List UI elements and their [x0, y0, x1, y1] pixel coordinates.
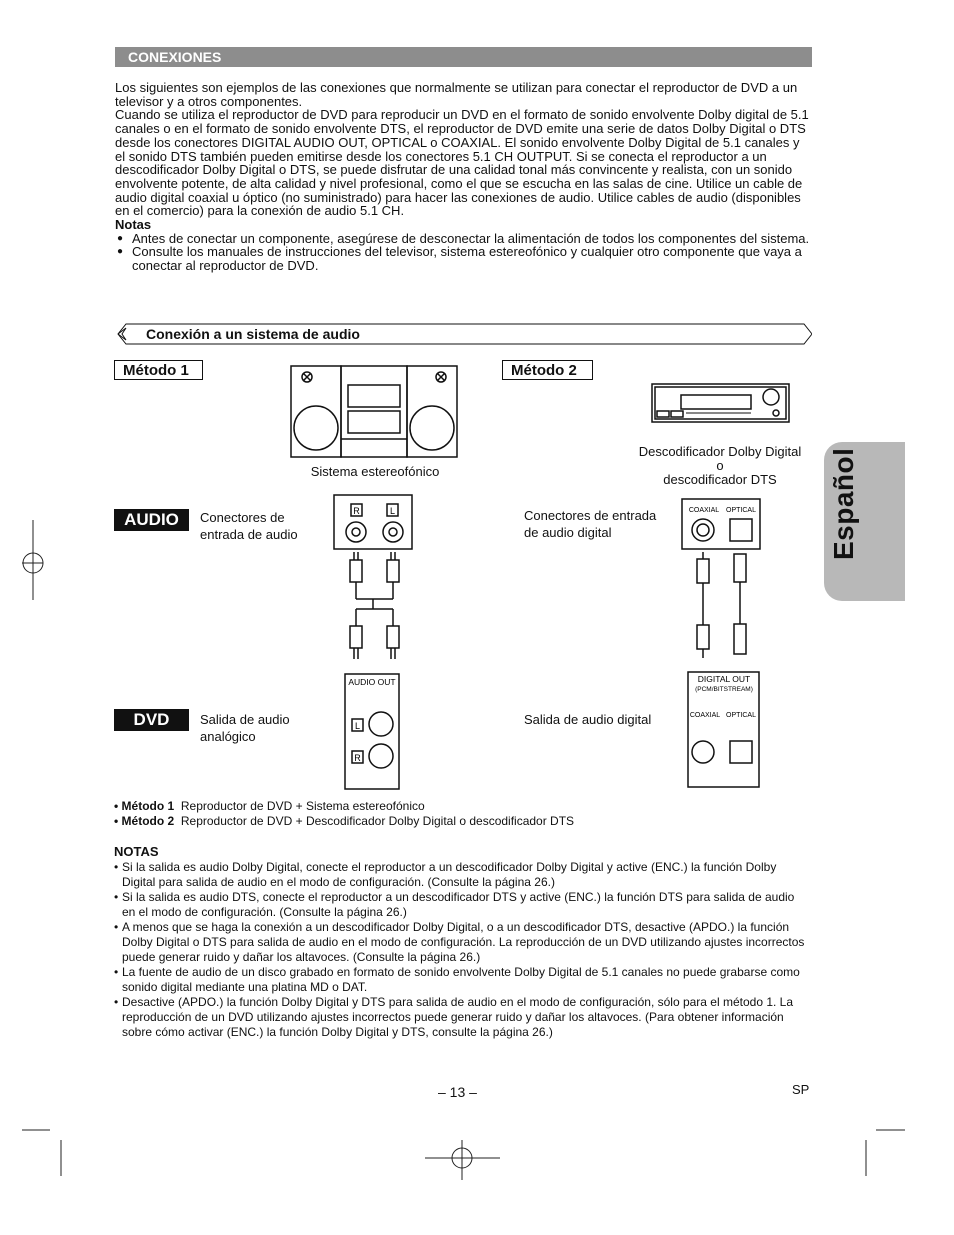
methods-legend [114, 799, 574, 829]
stereo-system-icon [290, 365, 458, 460]
notes-2-item: • Si la salida es audio DTS, conecte el reproductor a un descodificador DTS y active (ENC.) la función DTS para salida de audio en el modo de configuración. (Consulte la página 26.) [114, 890, 810, 920]
intro-text [115, 81, 812, 273]
note-item: ● Antes de conectar un componente, asegúrese de desconectar la alimentación de todos los componentes del sistema. [115, 232, 812, 246]
notes-2-item: • La fuente de audio de un disco grabado en formato de sonido envolvente Dolby Digital de 5.1 canales no puede grabarse como sonido digital mediante una platina MD o DAT. [114, 965, 810, 995]
digital-connection-diagram [680, 494, 765, 794]
analog-out-line-2: analógico [200, 729, 256, 744]
analog-connection-diagram [330, 494, 415, 794]
jack-r-label: R [353, 506, 360, 516]
audio-out-label: AUDIO OUT [348, 677, 396, 687]
note-item: ● Consulte los manuales de instrucciones del televisor, sistema estereofónico y cualquier otro componente que vaya a conectar al reproductor de DVD. [115, 245, 812, 272]
analog-out-line-1: Salida de audio [200, 712, 290, 727]
analog-out-caption [200, 711, 290, 745]
audio-input-line-1: Conectores de [200, 510, 285, 525]
digital-out-label: DIGITAL OUT [697, 674, 751, 684]
section-header [115, 47, 812, 67]
notes-title: Notas [115, 217, 152, 233]
decoder-caption-line-2: o [716, 458, 724, 473]
audio-label: AUDIO [114, 509, 189, 531]
intro-paragraph-2: Cuando se utiliza el reproductor de DVD para reproducir un DVD en el formato de sonido envolvente Dolby digital de 5.1 canales o en el formato de sonido envolvente DTS, el reproductor de DVD emite una serie de datos Dolby Digital o DTS desde los conectores DIGITAL AUDIO OUT, OPTICAL o COAXIAL. El sonido envolvente Dolby Digital de 5.1 canales y el sonido DTS también pueden emitirse desde los conectores 5.1 CH OUTPUT. Si se conecta el reproductor a un descodificador Dolby Digital o DTS, se puede disfrutar de una calidad tonal más convincente y realista, con un sonido envolvente potente, de alta calidad y nivel profesional, como el que se escucha en las salas de cine. Utilice un cable de audio digital coaxial u óptico (no suministrado) para hacer las conexiones de audio. Utilice cables de audio (disponibles en el comercio) para la conexión de audio 5.1 CH. [115, 107, 809, 219]
decoder-caption [625, 445, 815, 487]
digital-input-caption [524, 507, 656, 541]
digital-input-line-1: Conectores de entrada [524, 508, 657, 523]
jack-r-out-label: R [354, 753, 361, 763]
notes-2-item: • A menos que se haga la conexión a un descodificador Dolby Digital, o a un descodificador DTS, desactive (APDO.) la función Dolby Digital o DTS para salida de audio en el modo de configuración. La reproducción de un DVD utilizando ajustes incorrectos puede generar ruido y dañar los altavoces. (Consulte la página 26.) [114, 920, 810, 965]
optical-out-label: OPTICAL [726, 712, 756, 719]
pcm-bitstream-label: (PCM/BITSTREAM) [695, 686, 753, 693]
language-tab [824, 442, 905, 601]
language-code: SP [792, 1082, 810, 1097]
decoder-caption-line-1: Descodificador Dolby Digital [638, 444, 802, 459]
section-title: CONEXIONES [128, 49, 222, 65]
coaxial-in-label: COAXIAL [688, 507, 720, 514]
notes-2-item: • Si la salida es audio Dolby Digital, conecte el reproductor a un descodificador Dolby Digital y active (ENC.) la función Dolby Digital para salida de audio en el modo de configuración. (Consulte la página 26.) [114, 860, 810, 890]
method-legend-item [114, 799, 574, 814]
digital-input-line-2: de audio digital [524, 525, 612, 540]
method-legend-item [114, 814, 574, 829]
notes-2-list [114, 860, 810, 1040]
decoder-caption-line-3: descodificador DTS [663, 472, 777, 487]
coaxial-out-label: COAXIAL [689, 712, 721, 719]
notes-2-title: NOTAS [114, 844, 159, 859]
audio-input-caption [200, 509, 298, 543]
method-legend-name: • Método 1 [114, 799, 175, 813]
language-tab-label: Español [828, 447, 859, 560]
method-legend-desc: Reproductor de DVD + Descodificador Dolby Digital o descodificador DTS [180, 814, 575, 828]
page-number: – 13 – [438, 1084, 477, 1100]
method-2-label: Método 2 [502, 360, 593, 380]
optical-in-label: OPTICAL [726, 507, 756, 514]
jack-l-label: L [389, 506, 396, 516]
method-1-label: Método 1 [114, 360, 203, 380]
audio-input-line-2: entrada de audio [200, 527, 298, 542]
method-legend-name: • Método 2 [114, 814, 175, 828]
stereo-caption: Sistema estereofónico [310, 464, 440, 479]
digital-out-caption: Salida de audio digital [524, 712, 652, 727]
subsection-title: Conexión a un sistema de audio [146, 326, 360, 342]
jack-l-out-label: L [354, 721, 361, 731]
subsection-header [114, 323, 812, 345]
decoder-icon [651, 383, 791, 425]
dvd-label: DVD [114, 709, 189, 731]
notes-2-item: • Desactive (APDO.) la función Dolby Digital y DTS para salida de audio en el modo de configuración, sólo para el método 1. La reproducción de un DVD utilizando ajustes incorrectos puede generar ruido y dañar los altavoces. (Para obtener información sobre cómo activar (ENC.) la función Dolby Digital y DTS, consulte la página 26.) [114, 995, 810, 1040]
intro-paragraph-1: Los siguientes son ejemplos de las conexiones que normalmente se utilizan para conectar el reproductor de DVD a un televisor y a otros componentes. [115, 80, 798, 109]
method-legend-desc: Reproductor de DVD + Sistema estereofónico [180, 799, 425, 813]
